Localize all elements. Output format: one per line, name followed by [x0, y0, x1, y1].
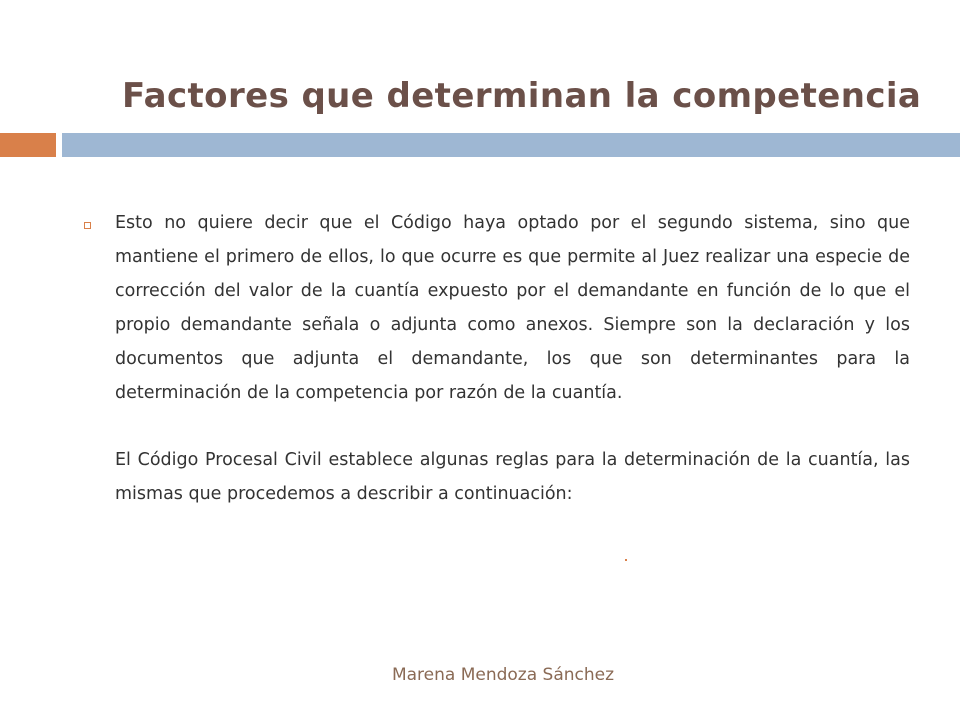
title-accent-bar-orange	[0, 133, 56, 157]
hollow-square-bullet-icon	[84, 222, 91, 229]
slide-body	[115, 206, 910, 511]
body-paragraph-1: Esto no quiere decir que el Código haya optado por el segundo sistema, sino que mantiene el primero de ellos, lo que ocurre es que permite al Juez realizar una especie de corrección del valor de la cuantía expuesto por el demandante en función de lo que el propio demandante señala o adjunta como anexos. Siempre son la declaración y los documentos que adjunta el demandante, los que son determinantes para la determinación de la competencia por razón de la cuantía.	[115, 213, 910, 403]
body-paragraph-2: El Código Procesal Civil establece algunas reglas para la determinación de la cuantía, las mismas que procedemos a describir a continuación:	[115, 450, 910, 504]
slide-title: Factores que determinan la competencia	[122, 76, 922, 116]
decorative-dot	[625, 559, 627, 561]
title-accent-bar-blue	[62, 133, 960, 157]
slide-footer-author: Marena Mendoza Sánchez	[391, 665, 615, 685]
